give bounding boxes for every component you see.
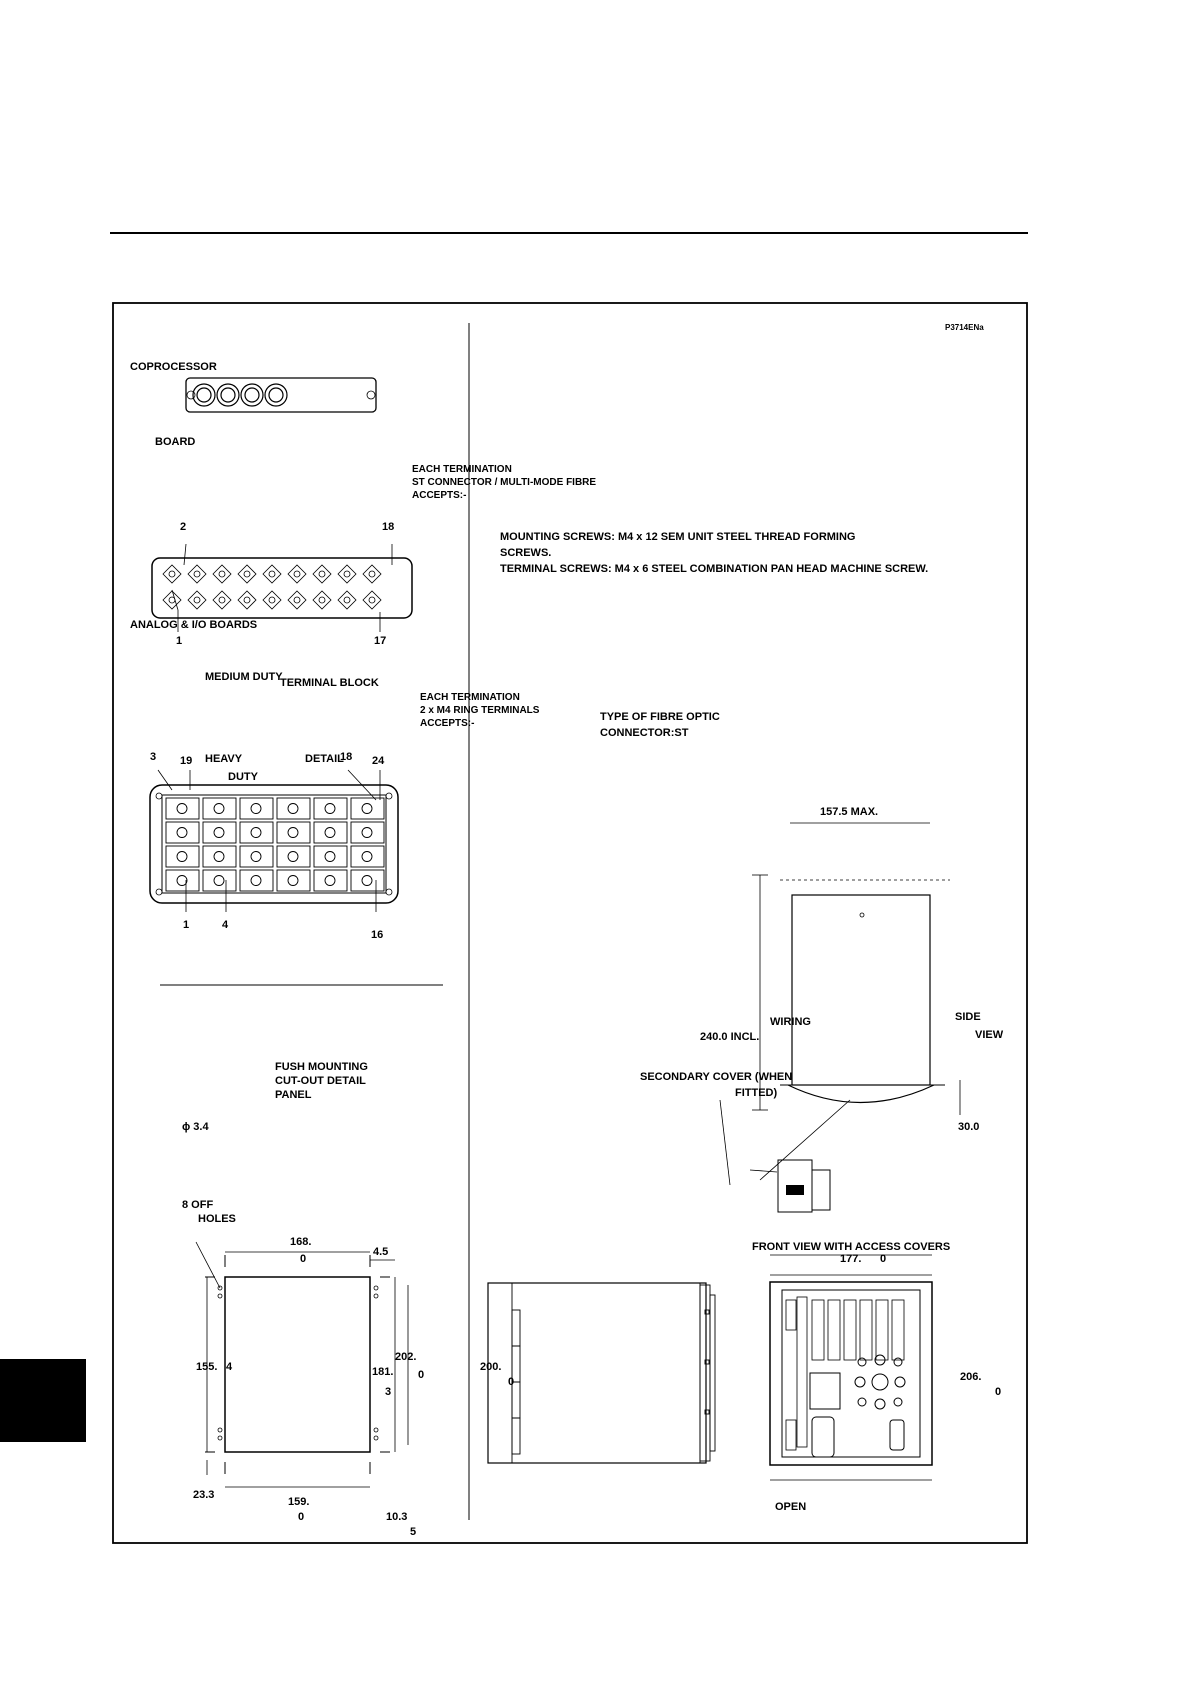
hd-pin-24: 24 <box>372 755 385 767</box>
drawing-id: P3714ENa <box>945 323 984 332</box>
heavy-duty-label-1: HEAVY <box>205 753 243 765</box>
dim-240: 240.0 INCL. <box>700 1031 760 1043</box>
coprocessor-label-1: COPROCESSOR <box>130 361 217 373</box>
hd-pin-18: 18 <box>340 751 353 763</box>
hole-diameter: ϕ 3.4 <box>182 1121 209 1133</box>
dim-181-a: 181. <box>372 1366 394 1378</box>
heavy-duty-label-2: DUTY <box>228 771 258 783</box>
dim-202-a: 202. <box>395 1351 417 1363</box>
md-pin-17: 17 <box>374 635 387 647</box>
lcd-display <box>810 1373 840 1409</box>
dim-23-3: 23.3 <box>193 1489 215 1501</box>
holes-label-1: 8 OFF <box>182 1199 214 1211</box>
side-view-label-1: SIDE <box>955 1011 981 1023</box>
mounting-screws-note: MOUNTING SCREWS: M4 x 12 SEM UNIT STEEL THREAD FORMING <box>500 531 856 543</box>
front-view-label-2: OPEN <box>775 1501 807 1513</box>
drawing-frame <box>113 303 1027 1543</box>
hd-pin-19: 19 <box>180 755 193 767</box>
analog-io-heading: ANALOG & I/O BOARDS <box>130 619 258 631</box>
fibre-note-1: EACH TERMINATION <box>412 464 512 475</box>
top-view <box>480 1283 715 1463</box>
ring-note-2: 2 x M4 RING TERMINALS <box>420 705 540 716</box>
side-view-relay <box>720 823 960 1185</box>
wiring-label: WIRING <box>770 1016 811 1028</box>
dim-168-b: 0 <box>300 1253 307 1265</box>
dim-181-b: 3 <box>385 1386 392 1398</box>
md-pin-1: 1 <box>176 635 183 647</box>
dim-177-b: 0 <box>880 1253 887 1265</box>
medium-duty-label: MEDIUM DUTY <box>205 671 283 683</box>
dim-200-b: 0 <box>508 1376 515 1388</box>
dim-206-a: 206. <box>960 1371 982 1383</box>
fibre-note-3: ACCEPTS:- <box>412 490 467 501</box>
hd-pin-3: 3 <box>150 751 157 763</box>
hd-pin-1: 1 <box>183 919 190 931</box>
dim-200-a: 200. <box>480 1361 502 1373</box>
dim-4-5: 4.5 <box>373 1246 389 1258</box>
ring-note-1: EACH TERMINATION <box>420 692 520 703</box>
dim-10-3-a: 10.3 <box>386 1511 408 1523</box>
cutout-title-2: CUT-OUT DETAIL <box>275 1075 366 1087</box>
secondary-cover-label-1: SECONDARY COVER (WHEN <box>640 1071 793 1083</box>
front-view-label-1: FRONT VIEW WITH ACCESS COVERS <box>752 1241 951 1253</box>
cutout-rectangle <box>225 1277 370 1452</box>
terminal-block-detail-1: TERMINAL BLOCK <box>280 677 379 689</box>
dim-159-a: 159. <box>288 1496 310 1508</box>
rear-port-icon <box>890 1420 904 1450</box>
dim-155-a: 155. <box>196 1361 218 1373</box>
dim-206-b: 0 <box>995 1386 1002 1398</box>
hd-pin-4: 4 <box>222 919 229 931</box>
terminal-block-detail-2: DETAIL <box>305 753 344 765</box>
fibre-note-2: ST CONNECTOR / MULTI-MODE FIBRE <box>412 477 597 488</box>
dim-202-b: 0 <box>418 1369 425 1381</box>
cutout-title-3: PANEL <box>275 1089 312 1101</box>
ring-note-3: ACCEPTS:- <box>420 718 475 729</box>
terminal-screws-note: TERMINAL SCREWS: M4 x 6 STEEL COMBINATION PAN HEAD MACHINE SCREW. <box>500 563 929 575</box>
coprocessor-board-outline <box>186 378 376 412</box>
access-cover-detail <box>750 1160 830 1212</box>
front-view-relay <box>770 1255 932 1480</box>
dim-10-3-b: 5 <box>410 1526 417 1538</box>
heavy-duty-terminal-block <box>150 751 398 941</box>
cutout-title-1: FUSH MOUNTING <box>275 1061 368 1073</box>
page-section-tab <box>0 1359 86 1442</box>
mounting-screws-note-2: SCREWS. <box>500 547 552 559</box>
serial-port-icon <box>812 1417 834 1457</box>
holes-leader <box>196 1242 220 1288</box>
dim-159-b: 0 <box>298 1511 305 1523</box>
fibre-type-note-1: TYPE OF FIBRE OPTIC <box>600 711 720 723</box>
dim-155-b: 4 <box>226 1361 233 1373</box>
keypad-center-icon <box>872 1374 888 1390</box>
fibre-type-note-2: CONNECTOR:ST <box>600 727 689 739</box>
panel-cutout-detail <box>182 1061 424 1538</box>
holes-label-2: HOLES <box>198 1213 236 1225</box>
hd-pin-16: 16 <box>371 929 384 941</box>
dim-30: 30.0 <box>958 1121 980 1133</box>
md-pin-18: 18 <box>382 521 395 533</box>
dim-177-a: 177. <box>840 1253 862 1265</box>
dim-168-a: 168. <box>290 1236 312 1248</box>
md-pin-2: 2 <box>180 521 187 533</box>
secondary-cover-label-2: FITTED) <box>735 1087 778 1099</box>
coprocessor-label-2: BOARD <box>155 436 196 448</box>
dim-157: 157.5 MAX. <box>820 806 879 818</box>
side-view-label-2: VIEW <box>975 1029 1004 1041</box>
